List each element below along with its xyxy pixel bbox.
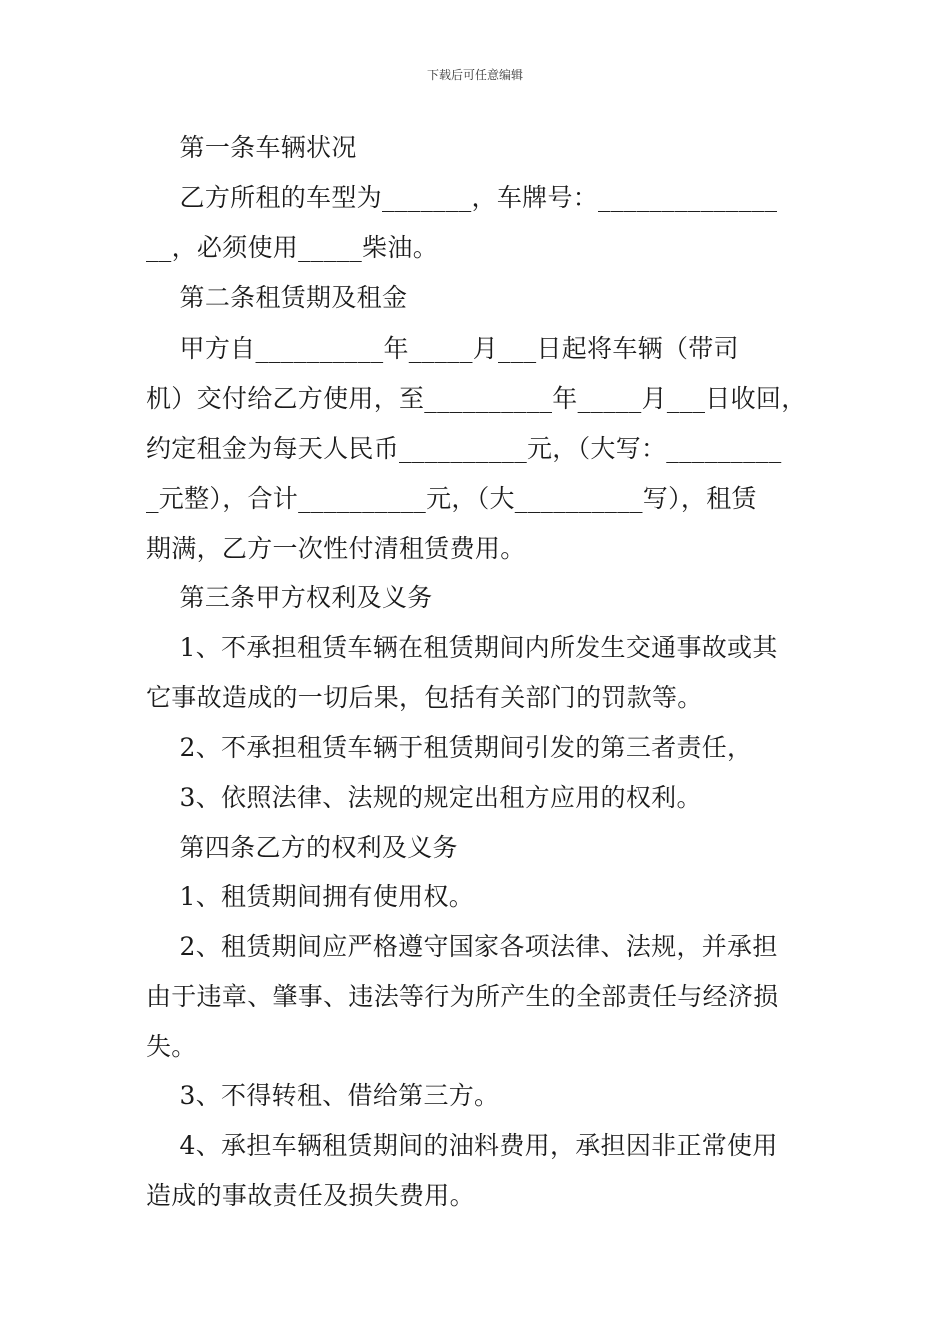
article-4-item-4-a: 4、承担车辆租赁期间的油料费用，承担因非正常使用 [146, 1131, 778, 1160]
article-3-item-2: 2、不承担租赁车辆于租赁期间引发的第三者责任， [146, 733, 753, 762]
article-3-item-1-a: 1、不承担租赁车辆在租赁期间内所发生交通事故或其 [146, 633, 778, 662]
article-4-item-2-c: 失。 [146, 1032, 197, 1061]
article-4-item-3: 3、不得转租、借给第三方。 [146, 1081, 500, 1110]
article-2-line-2: 机）交付给乙方使用，至__________年_____月___日收回， [146, 384, 807, 413]
article-3-item-1-b: 它事故造成的一切后果，包括有关部门的罚款等。 [146, 683, 703, 712]
article-2-title: 第二条租赁期及租金 [146, 283, 408, 312]
article-2-line-4: _元整），合计__________元，（大__________写），租赁 [146, 484, 757, 513]
article-4-item-2-b: 由于违章、肇事、违法等行为所产生的全部责任与经济损 [146, 982, 779, 1011]
page-header-note: 下载后可任意编辑 [426, 68, 523, 82]
article-3-title: 第三条甲方权利及义务 [146, 583, 433, 612]
article-2-line-5: 期满，乙方一次性付清租赁费用。 [146, 534, 526, 563]
article-4-item-1: 1、租赁期间拥有使用权。 [146, 882, 475, 911]
article-2-line-3: 约定租金为每天人民币__________元，（大写：_________ [146, 434, 782, 463]
article-3-item-3: 3、依照法律、法规的规定出租方应用的权利。 [146, 783, 702, 812]
article-4-item-2-a: 2、租赁期间应严格遵守国家各项法律、法规，并承担 [146, 932, 778, 961]
article-1-title: 第一条车辆状况 [146, 133, 357, 162]
article-1-line-2: __，必须使用_____柴油。 [146, 233, 439, 262]
article-2-line-1: 甲方自__________年_____月___日起将车辆（带司 [146, 334, 739, 363]
article-4-title: 第四条乙方的权利及义务 [146, 833, 458, 862]
article-4-item-4-b: 造成的事故责任及损失费用。 [146, 1181, 475, 1210]
article-1-line-1: 乙方所租的车型为_______，车牌号：______________ [146, 183, 778, 212]
